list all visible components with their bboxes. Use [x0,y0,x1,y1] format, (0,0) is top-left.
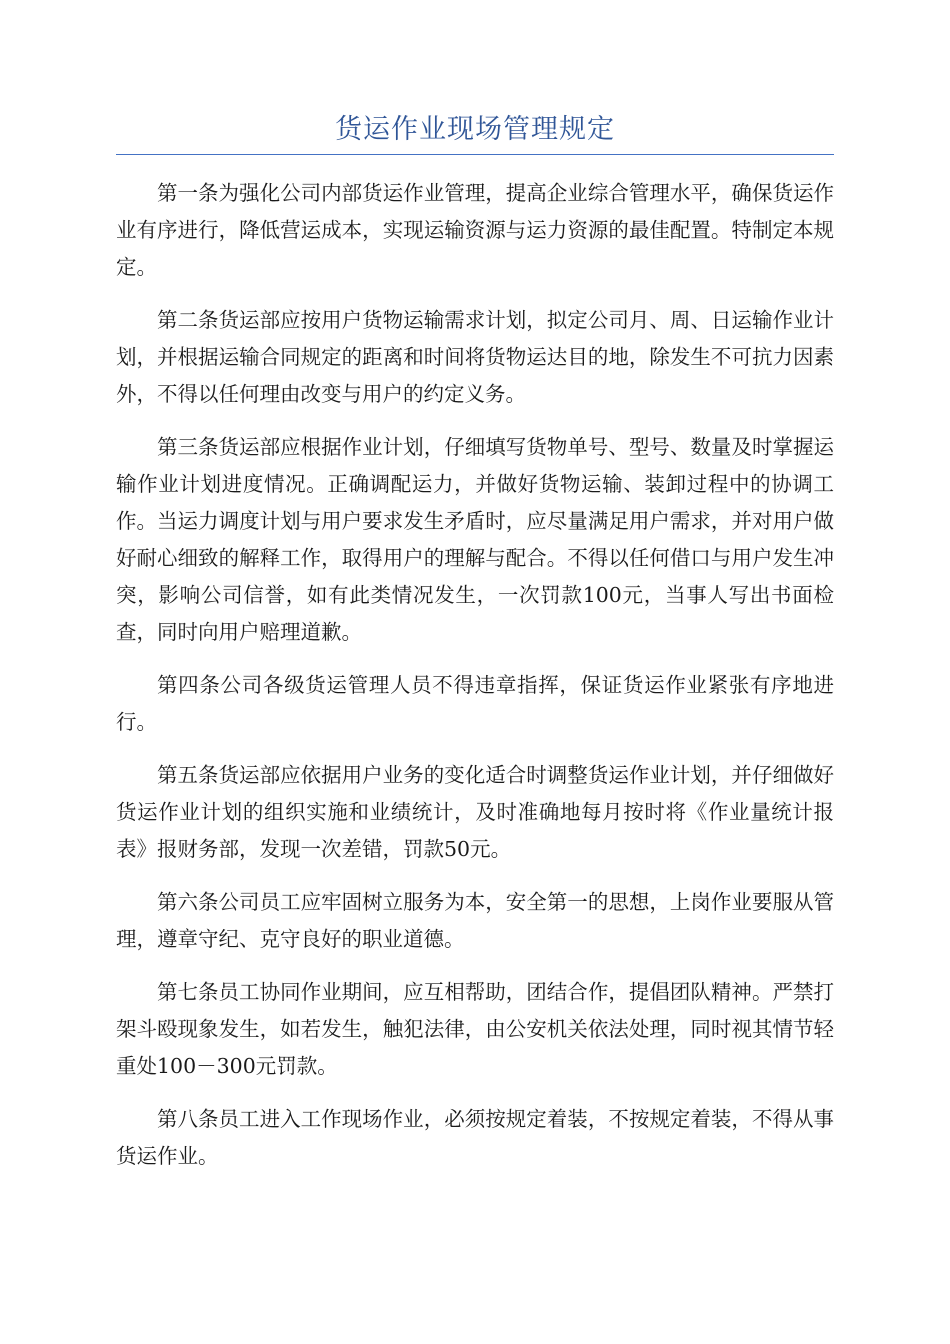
article-7-paragraph: 第七条员工协同作业期间，应互相帮助，团结合作，提倡团队精神。严禁打架斗殴现象发生，如若发生，触犯法律，由公安机关依法处理，同时视其情节轻重处100－300元罚款。 [116,980,834,1078]
document-body [116,175,834,1191]
document-title: 货运作业现场管理规定 [335,114,615,145]
article-5-paragraph: 第五条货运部应依据用户业务的变化适合时调整货运作业计划，并仔细做好货运作业计划的组织实施和业绩统计，及时准确地每月按时将《作业量统计报表》报财务部，发现一次差错，罚款50元。 [116,763,834,861]
article-3-paragraph: 第三条货运部应根据作业计划，仔细填写货物单号、型号、数量及时掌握运输作业计划进度情况。正确调配运力，并做好货物运输、装卸过程中的协调工作。当运力调度计划与用户要求发生矛盾时，应尽量满足用户需求，并对用户做好耐心细致的解释工作，取得用户的理解与配合。不得以任何借口与用户发生冲突，影响公司信誉，如有此类情况发生，一次罚款100元，当事人写出书面检查，同时向用户赔理道歉。 [116,435,834,644]
article-2-paragraph: 第二条货运部应按用户货物运输需求计划，拟定公司月、周、日运输作业计划，并根据运输合同规定的距离和时间将货物运达目的地，除发生不可抗力因素外，不得以任何理由改变与用户的约定义务。 [116,308,834,406]
article-1-paragraph: 第一条为强化公司内部货运作业管理，提高企业综合管理水平，确保货运作业有序进行，降低营运成本，实现运输资源与运力资源的最佳配置。特制定本规定。 [116,181,834,279]
article-6-paragraph: 第六条公司员工应牢固树立服务为本，安全第一的思想，上岗作业要服从管理，遵章守纪、克守良好的职业道德。 [116,890,834,951]
article-4-paragraph: 第四条公司各级货运管理人员不得违章指挥，保证货运作业紧张有序地进行。 [116,673,834,734]
title-underline [116,154,834,155]
article-8-paragraph: 第八条员工进入工作现场作业，必须按规定着装，不按规定着装，不得从事货运作业。 [116,1107,834,1168]
